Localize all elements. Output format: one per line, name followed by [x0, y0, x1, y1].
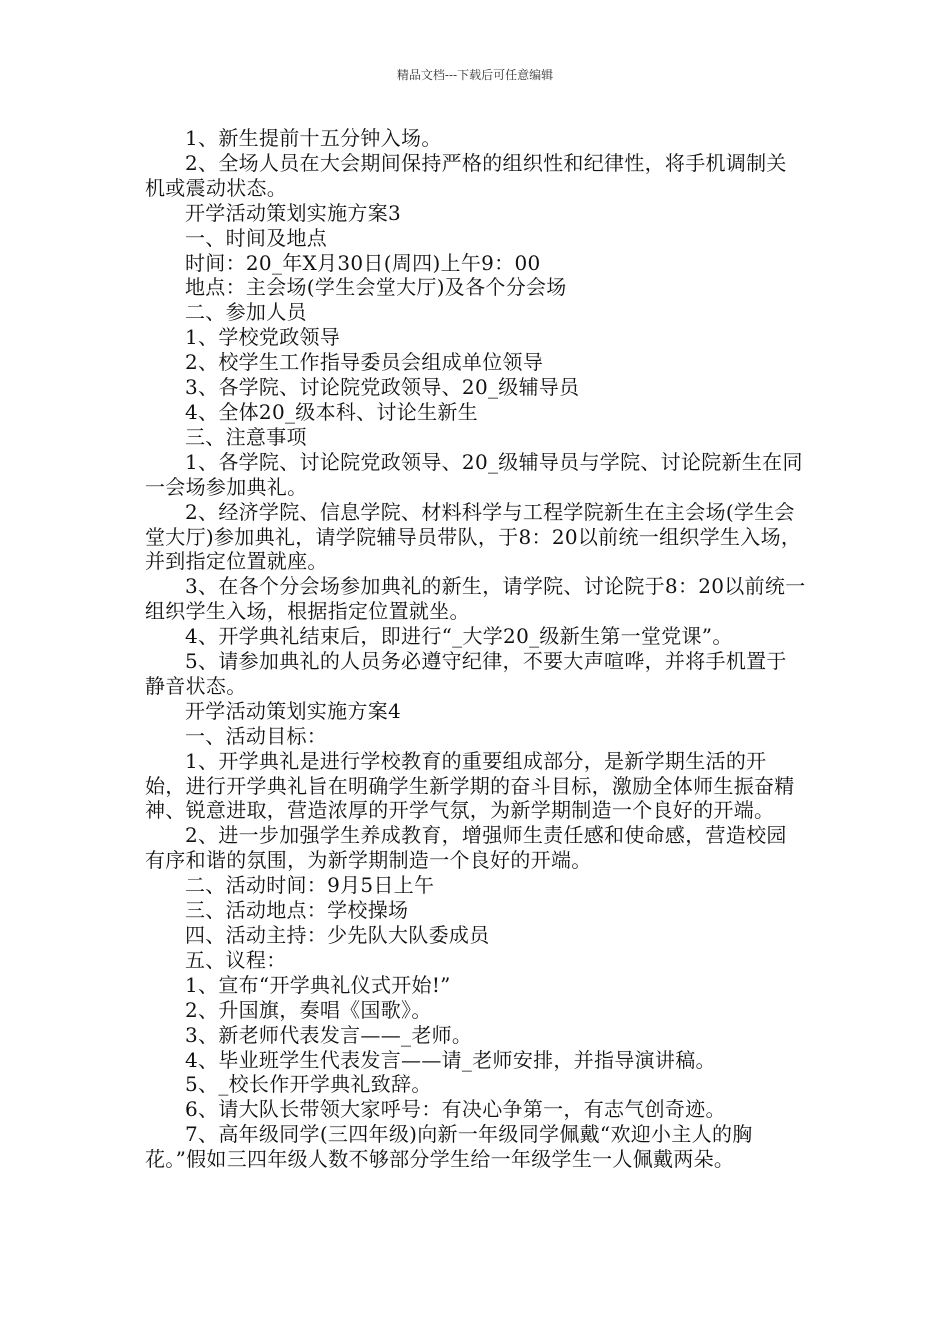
paragraph: 7、高年级同学(三四年级)向新一年级同学佩戴“欢迎小主人的胸花。”假如三四年级人数不够部分学生给一年级学生一人佩戴两朵。: [145, 1122, 753, 1172]
paragraph: 5、请参加典礼的人员务必遵守纪律，不要大声喧哗，并将手机置于静音状态。: [145, 649, 787, 698]
paragraph: 五、议程：: [185, 947, 287, 972]
paragraph: 1、开学典礼是进行学校教育的重要组成部分，是新学期生活的开始，进行开学典礼旨在明确学生新学期的奋斗目标，激励全体师生振奋精神、锐意进取，营造浓厚的开学气氛，为新学期制造一个良好的开端。: [145, 748, 795, 823]
paragraph: 2、经济学院、信息学院、材料科学与工程学院新生在主会场(学生会堂大厅)参加典礼，请学院辅导员带队，于8：20以前统一组织学生入场，并到指定位置就座。: [145, 499, 802, 574]
paragraph: 2、进一步加强学生养成教育，增强师生责任感和使命感，营造校园有序和谐的氛围，为新学期制造一个良好的开端。: [145, 823, 787, 873]
paragraph: 2、全场人员在大会期间保持严格的组织性和纪律性，将手机调制关机或震动状态。: [145, 150, 787, 200]
paragraph: 时间：20_年X月30日(周四)上午9：00: [185, 250, 541, 275]
paragraph: 2、校学生工作指导委员会组成单位领导: [185, 350, 544, 375]
document-body: [145, 126, 807, 1172]
paragraph: 6、请大队长带领大家呼号：有决心争第一，有志气创奇迹。: [185, 1097, 726, 1122]
paragraph: 二、活动时间：9月5日上午: [185, 873, 435, 898]
page-header: 精品文档---下载后可任意编辑: [396, 68, 554, 82]
paragraph: 1、宣布“开学典礼仪式开始!”: [185, 972, 451, 997]
paragraph: 3、各学院、讨论院党政领导、20_级辅导员: [185, 375, 580, 400]
paragraph: 3、新老师代表发言——_老师。: [185, 1022, 473, 1047]
paragraph: 5、_校长作开学典礼致辞。: [185, 1072, 432, 1097]
paragraph: 1、各学院、讨论院党政领导、20_级辅导员与学院、讨论院新生在同一会场参加典礼。: [145, 449, 803, 499]
paragraph: 地点：主会场(学生会堂大厅)及各个分会场: [185, 275, 567, 300]
paragraph: 3、在各个分会场参加典礼的新生，请学院、讨论院于8：20以前统一组织学生入场，根据指定位置就坐。: [145, 574, 806, 624]
paragraph: 1、学校党政领导: [185, 325, 341, 350]
paragraph: 4、开学典礼结束后，即进行“_大学20_级新生第一堂党课”。: [185, 624, 733, 649]
paragraph: 1、新生提前十五分钟入场。: [185, 126, 442, 150]
paragraph: 二、参加人员: [185, 300, 307, 325]
paragraph: 4、全体20_级本科、讨论生新生: [185, 399, 478, 424]
paragraph: 一、时间及地点: [185, 225, 328, 250]
paragraph: 2、升国旗，奏唱《国歌》。: [185, 997, 432, 1022]
paragraph: 4、毕业班学生代表发言——请_老师安排，并指导演讲稿。: [185, 1047, 716, 1072]
paragraph: 开学活动策划实施方案4: [185, 698, 402, 723]
paragraph: 一、活动目标：: [185, 723, 328, 748]
paragraph: 三、活动地点：学校操场: [185, 898, 409, 923]
paragraph: 四、活动主持：少先队大队委成员: [185, 923, 490, 947]
paragraph: 三、注意事项: [185, 424, 307, 449]
paragraph: 开学活动策划实施方案3: [185, 200, 402, 225]
